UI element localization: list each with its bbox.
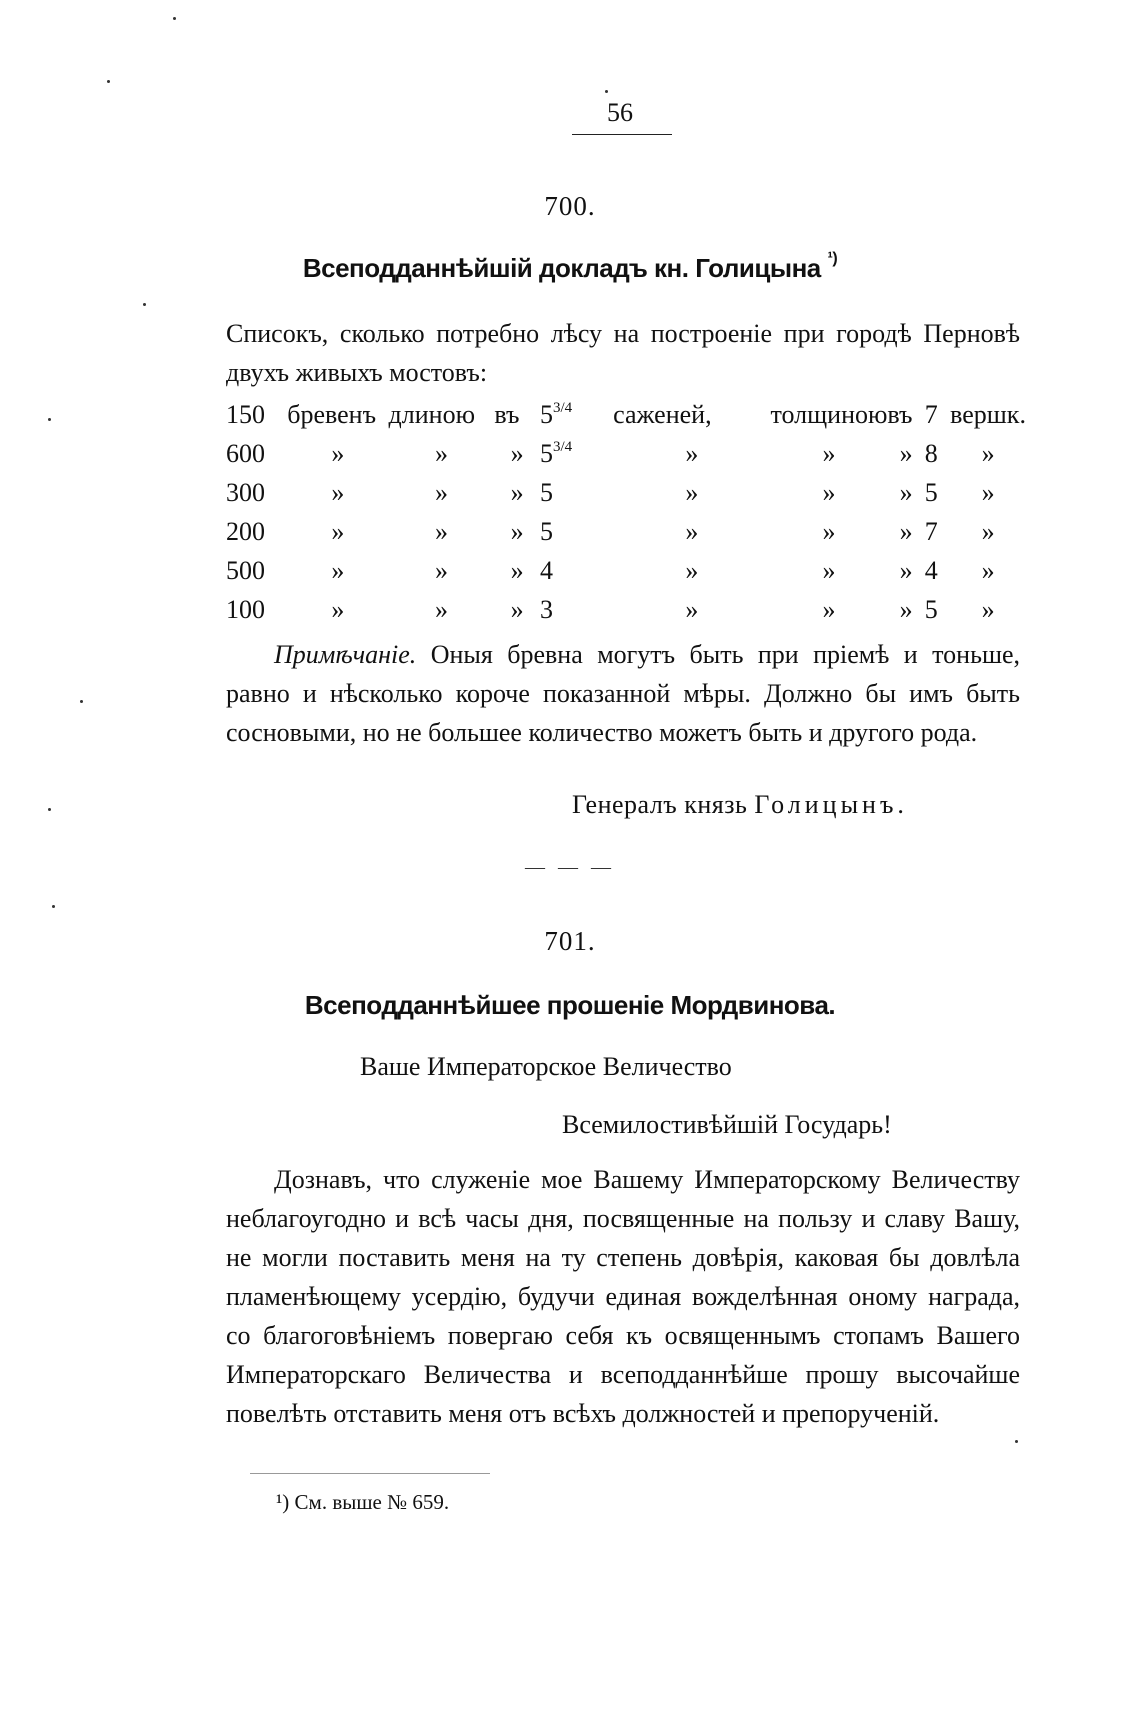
doc-700-number: 700. (544, 191, 596, 221)
prep: въ (887, 399, 913, 429)
thickness: 5 (924, 477, 938, 507)
table-row (226, 473, 1026, 512)
table-row (226, 590, 1026, 629)
doc-700-title (0, 250, 1140, 284)
length-whole: 5 (539, 516, 553, 546)
section-separator: — — — (525, 856, 615, 878)
ditto-mark: » (685, 594, 699, 624)
table-row (226, 512, 1026, 551)
signature-name: Голицынъ. (754, 790, 908, 819)
ditto-mark: » (981, 594, 995, 624)
ditto-mark: » (899, 477, 913, 507)
qty: 600 (226, 438, 265, 468)
length (540, 395, 613, 434)
length (540, 512, 613, 551)
ditto-mark: » (685, 438, 699, 468)
footnote-text: См. выше № 659. (294, 1490, 450, 1514)
prep: въ (494, 399, 520, 429)
scan-speck (605, 90, 608, 93)
page-number: 56 (607, 98, 633, 127)
footnote-ref-1: ¹) (827, 250, 838, 267)
ditto-mark: » (510, 477, 524, 507)
ditto-mark: » (510, 594, 524, 624)
ditto-mark: » (685, 477, 699, 507)
note-text: Оныя бревна могутъ быть при пріемѣ и тоньше, равно и нѣсколько короче показанной мѣры. Должно бы имъ быть сосновыми, но не большее количество можетъ быть и другого рода. (226, 640, 1020, 747)
ditto-mark: » (434, 516, 448, 546)
length-fraction: 3/4 (552, 399, 573, 416)
ditto-mark: » (434, 477, 448, 507)
thickness: 4 (924, 555, 938, 585)
qty: 500 (226, 555, 265, 585)
ditto-mark: » (822, 477, 836, 507)
length-whole: 5 (539, 399, 553, 429)
ditto-mark: » (981, 516, 995, 546)
ditto-mark: » (331, 594, 345, 624)
ditto-mark: » (822, 555, 836, 585)
ditto-mark: » (981, 555, 995, 585)
ditto-mark: » (685, 555, 699, 585)
doc-700-title-text: Всеподданнѣйшій докладъ кн. Голицына (302, 253, 821, 283)
ditto-mark: » (510, 438, 524, 468)
length-whole: 4 (539, 555, 553, 585)
footnote (276, 1490, 449, 1515)
scan-speck (48, 418, 51, 421)
timber-table (226, 395, 1026, 629)
scan-speck (107, 80, 110, 83)
ditto-mark: » (510, 516, 524, 546)
thickness: 7 (924, 516, 938, 546)
note-label: Примѣчаніе. (274, 640, 417, 669)
ditto-mark: » (822, 438, 836, 468)
thickness: 8 (924, 438, 938, 468)
ditto-mark: » (331, 438, 345, 468)
qty: 300 (226, 477, 265, 507)
table-row (226, 434, 1026, 473)
footnote-mark: ¹) (276, 1490, 290, 1514)
doc-700-signature (572, 790, 908, 820)
ditto-mark: » (899, 555, 913, 585)
length-whole: 5 (539, 477, 553, 507)
qty: 100 (226, 594, 265, 624)
ditto-mark: » (899, 438, 913, 468)
length-unit: саженей, (613, 399, 712, 429)
thickness: 5 (924, 594, 938, 624)
ditto-mark: » (822, 594, 836, 624)
ditto-mark: » (981, 438, 995, 468)
ditto-mark: » (331, 555, 345, 585)
doc-700-note (226, 635, 1020, 752)
length-whole: 3 (539, 594, 553, 624)
length-fraction: 3/4 (552, 438, 573, 455)
ditto-mark: » (981, 477, 995, 507)
scan-speck (80, 700, 83, 703)
page-number-rule (572, 134, 672, 135)
qty: 200 (226, 516, 265, 546)
ditto-mark: » (331, 477, 345, 507)
salutation-sovereign: Всемилостивѣйшій Государь! (562, 1110, 892, 1139)
signature-title: Генералъ князь (572, 790, 748, 819)
doc-701-title: Всеподданнѣйшее прошеніе Мордвинова. (304, 990, 836, 1020)
length (540, 473, 613, 512)
length-label: длиною (388, 399, 475, 429)
thickness: 7 (924, 399, 938, 429)
length (540, 434, 613, 473)
scan-speck (48, 808, 51, 811)
ditto-mark: » (899, 516, 913, 546)
body-text: Дознавъ, что служеніе мое Вашему Императорскому Величеству неблагоугодно и всѣ часы дня, посвященные на пользу и славу Вашу, не могли поставить меня на ту степень довѣрія, каковая бы довлѣла пламенѣющему усердію, будучи единая вожделѣнная оному награда, со благоговѣніемъ повергаю себя къ освященнымъ стопамъ Вашего Императорскаго Величества и всеподданнѣйше прошу высочайше повелѣть отставить меня отъ всѣхъ должностей и препорученій. (226, 1165, 1020, 1428)
scan-speck (52, 905, 55, 908)
doc-700-intro: Списокъ, сколько потребно лѣсу на построеніе при городѣ Перновѣ двухъ живыхъ мостовъ: (226, 319, 1020, 387)
scan-speck (173, 17, 176, 20)
ditto-mark: » (510, 555, 524, 585)
ditto-mark: » (434, 555, 448, 585)
ditto-mark: » (434, 438, 448, 468)
table-header-row (226, 395, 1026, 434)
footnote-rule (250, 1473, 490, 1474)
length (540, 551, 613, 590)
thickness-unit: вершк. (950, 399, 1026, 429)
thickness-label: толщиною (770, 399, 888, 429)
ditto-mark: » (899, 594, 913, 624)
length (540, 590, 613, 629)
qty: 150 (226, 399, 265, 429)
scan-speck (143, 303, 146, 306)
doc-701-body (226, 1160, 1020, 1433)
salutation-majesty: Ваше Императорское Величество (360, 1052, 732, 1081)
table-row (226, 551, 1026, 590)
doc-701-number: 701. (544, 926, 596, 956)
unit: бревенъ (287, 399, 377, 429)
ditto-mark: » (822, 516, 836, 546)
ditto-mark: » (434, 594, 448, 624)
ditto-mark: » (685, 516, 699, 546)
length-whole: 5 (539, 438, 553, 468)
scan-speck (1015, 1440, 1018, 1443)
ditto-mark: » (331, 516, 345, 546)
